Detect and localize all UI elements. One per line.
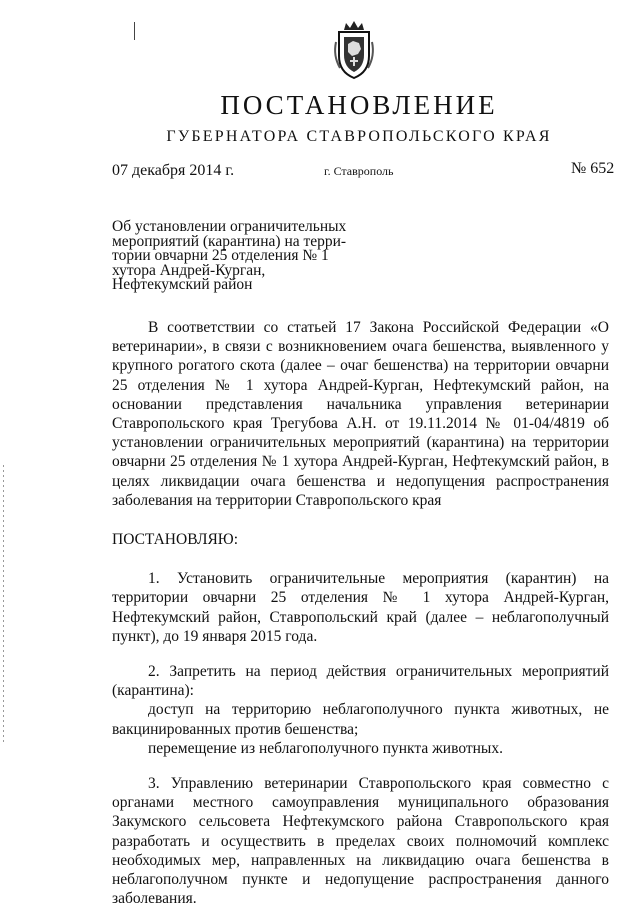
subject-line: мероприятий (карантина) на терри- bbox=[112, 232, 347, 250]
document-city: г. Ставрополь bbox=[324, 164, 394, 178]
subject-line: хутора Андрей-Курган, bbox=[112, 261, 266, 279]
subject-line: Об установлении ограничительных bbox=[112, 218, 347, 235]
intro-paragraph: В соответствии со статьей 17 Закона Российской Федерации «О ветеринарии», в связи с возникновением очага бешенства, выявленного у крупного рогатого скота (далее – очаг бешенства) на территории овчарни 25 отделения № 1 хутора Андрей-Курган, Нефтекумский район, на основании представления начальника управления ветеринарии Ставропольского края Трегубова А.Н. от 19.11.2014 № 01-04/4819 об установлении ограничительных мероприятий (карантина) на территории овчарни 25 отделения № 1 хутора Андрей-Курган, Нефтекумский район, в целях ликвидации очага бешенства и недопущения распространения заболевания на территории Ставропольского края bbox=[112, 319, 609, 509]
scan-mark bbox=[134, 22, 135, 40]
item-2a-paragraph: доступ на территорию неблагополучного пункта животных, не вакцинированных против бешенства; bbox=[112, 701, 609, 738]
item-2b-paragraph: перемещение из неблагополучного пункта животных. bbox=[148, 739, 503, 757]
document-number: № 652 bbox=[571, 160, 615, 177]
item-3-paragraph: 3. Управлению ветеринарии Ставропольского края совместно с органами местного самоуправления муниципального образования Закумского сельсовета Нефтекумского района Ставропольского края разработать и осуществить в пределах своих полномочий комплекс необходимых мер, направленных на ликвидацию очага бешенства в неблагополучном пункте и недопущение распространения данного заболевания. bbox=[112, 775, 609, 908]
document-body bbox=[112, 318, 609, 908]
document-subtitle: ГУБЕРНАТОРА СТАВРОПОЛЬСКОГО КРАЯ bbox=[166, 128, 552, 145]
item-1-paragraph: 1. Установить ограничительные мероприятия (карантин) на территории овчарни 25 отделения № 1 хутора Андрей-Курган, Нефтекумский район, Ставропольский край (далее – неблагополучный пункт), до 19 января 2015 года. bbox=[112, 570, 609, 645]
document-subject bbox=[112, 220, 357, 293]
document-title: ПОСТАНОВЛЕНИЕ bbox=[220, 90, 498, 120]
document-date: 07 декабря 2014 г. bbox=[112, 162, 235, 179]
stavropol-coat-of-arms-icon bbox=[330, 20, 378, 80]
item-2-paragraph: 2. Запретить на период действия ограничительных мероприятий (карантина): bbox=[112, 663, 609, 700]
subject-line: тории овчарни 25 отделения № 1 bbox=[112, 247, 329, 265]
subject-line: Нефтекумский район bbox=[112, 276, 253, 294]
scan-edge-dots bbox=[3, 465, 4, 745]
decree-heading: ПОСТАНОВЛЯЮ: bbox=[112, 531, 239, 549]
